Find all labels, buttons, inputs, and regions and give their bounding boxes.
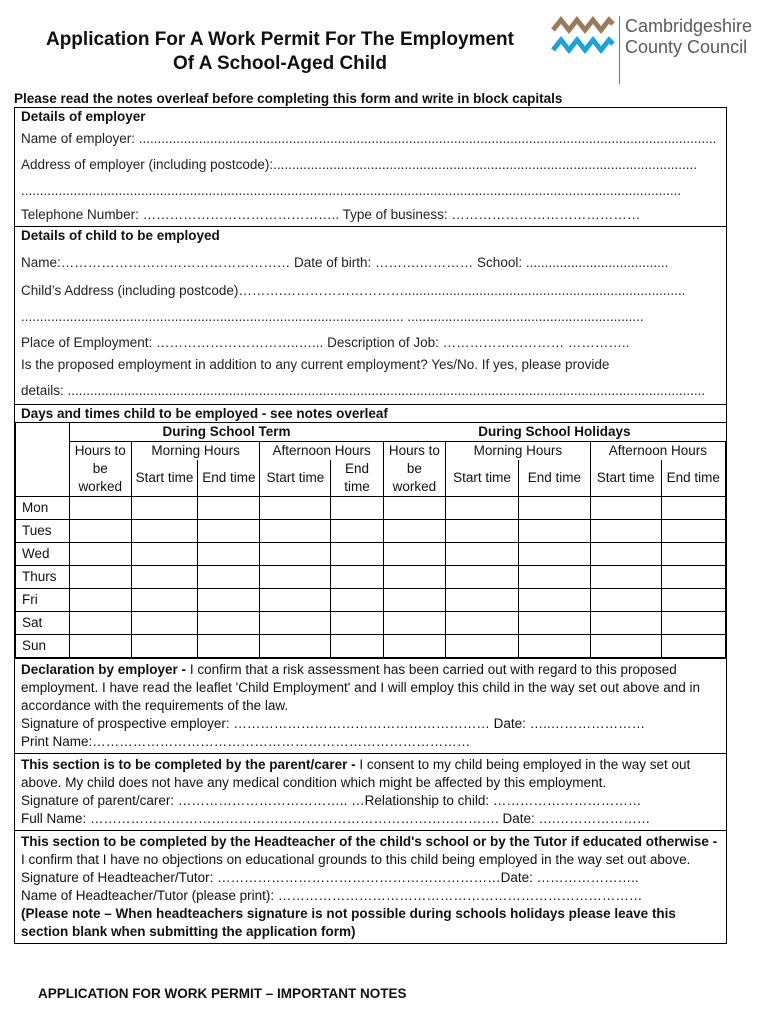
holiday-heading: During School Holidays <box>478 424 631 439</box>
hours-table <box>15 422 726 658</box>
parent-section-lead: This section is to be completed by the parent/carer - <box>21 757 360 772</box>
hours-cell[interactable] <box>260 497 331 520</box>
headteacher-section-text: I confirm that I have no objections on educational grounds to this child being employed in the way set out above. <box>21 852 691 867</box>
hours-cell[interactable] <box>69 543 131 566</box>
hours-cell[interactable] <box>260 543 331 566</box>
hours-cell[interactable] <box>590 635 661 658</box>
hours-cell[interactable] <box>446 566 519 589</box>
hours-row <box>16 543 726 566</box>
child-heading: Details of child to be employed <box>15 226 726 244</box>
hours-cell[interactable] <box>518 612 590 635</box>
hours-cell[interactable] <box>590 612 661 635</box>
hours-row <box>16 612 726 635</box>
hours-cell[interactable] <box>383 612 445 635</box>
hours-cell[interactable] <box>198 612 260 635</box>
day-label: Wed <box>16 543 70 566</box>
term-afternoon-start-header: Start time <box>260 460 331 497</box>
employer-phone-type-field[interactable]: Telephone Number: …………………………………….. Type of business: …………………………………… <box>21 207 641 222</box>
hours-row <box>16 520 726 543</box>
hours-cell[interactable] <box>198 543 260 566</box>
hours-cell[interactable] <box>446 589 519 612</box>
headteacher-section-lead: This section to be completed by the Headteacher of the child's school or by the Tutor if educated otherwise - <box>21 834 718 849</box>
headteacher-note: (Please note – When headteachers signature is not possible during schools holidays please leave this section blank when submitting the application form) <box>21 906 676 939</box>
child-name-dob-school-field[interactable]: Name:…………………………………………… Date of birth: ……….………… School: ...................................... <box>21 255 669 270</box>
day-label: Sun <box>16 635 70 658</box>
hours-cell[interactable] <box>661 635 725 658</box>
hours-cell[interactable] <box>661 612 725 635</box>
parent-full-name-field[interactable]: Full Name: ………………………………………………………………………………. Date: ….………………… <box>21 811 651 826</box>
holiday-morning-start-header: Start time <box>446 460 519 497</box>
hours-cell[interactable] <box>331 612 384 635</box>
hours-cell[interactable] <box>383 543 445 566</box>
employer-heading: Details of employer <box>21 109 146 124</box>
parent-signature-field[interactable]: Signature of parent/carer: ……………………………….. …Relationship to child: …………………………… <box>21 793 642 808</box>
hours-row <box>16 497 726 520</box>
hours-cell[interactable] <box>131 497 197 520</box>
footer-heading: APPLICATION FOR WORK PERMIT – IMPORTANT NOTES <box>38 986 407 1001</box>
parent-section-text: I consent to my child being employed in the way set out above. My child does not have any medical condition which might be affected by this employment. <box>21 757 691 790</box>
term-hours-header: Hours to be worked <box>69 442 131 497</box>
day-label: Tues <box>16 520 70 543</box>
term-heading: During School Term <box>162 424 291 439</box>
child-address-line2-field[interactable]: ...................................................................................................... ............................................................... <box>21 309 644 324</box>
additional-employment-question: Is the proposed employment in addition to any current employment? Yes/No. If yes, please provide <box>21 357 610 372</box>
form-title <box>20 28 540 76</box>
hours-cell[interactable] <box>518 497 590 520</box>
council-name <box>625 16 752 58</box>
application-form <box>14 107 727 944</box>
hours-cell[interactable] <box>331 635 384 658</box>
headteacher-signature-field[interactable]: Signature of Headteacher/Tutor: ………………………………………………………Date: ………………….. <box>21 870 639 885</box>
hours-cell[interactable] <box>518 543 590 566</box>
parent-section <box>15 753 726 830</box>
hours-cell[interactable] <box>590 543 661 566</box>
hours-cell[interactable] <box>661 589 725 612</box>
day-label: Sat <box>16 612 70 635</box>
hours-cell[interactable] <box>131 612 197 635</box>
hours-cell[interactable] <box>518 566 590 589</box>
hours-cell[interactable] <box>383 589 445 612</box>
hours-cell[interactable] <box>331 589 384 612</box>
headteacher-section <box>15 830 726 943</box>
holiday-hours-header: Hours to be worked <box>383 442 445 497</box>
additional-details-field[interactable]: details: .......................................................................................................................................................................... <box>21 383 706 398</box>
hours-cell[interactable] <box>69 520 131 543</box>
hours-cell[interactable] <box>69 635 131 658</box>
day-label: Thurs <box>16 566 70 589</box>
hours-cell[interactable] <box>260 612 331 635</box>
hours-cell[interactable] <box>446 635 519 658</box>
hours-cell[interactable] <box>446 497 519 520</box>
hours-cell[interactable] <box>131 635 197 658</box>
council-logo <box>551 14 751 86</box>
instructions: Please read the notes overleaf before completing this form and write in block capitals <box>14 91 563 106</box>
hours-cell[interactable] <box>198 566 260 589</box>
hours-cell[interactable] <box>590 497 661 520</box>
hours-cell[interactable] <box>446 612 519 635</box>
hours-cell[interactable] <box>260 589 331 612</box>
hours-cell[interactable] <box>590 589 661 612</box>
employer-declaration-lead: Declaration by employer - <box>21 662 190 677</box>
hours-cell[interactable] <box>69 589 131 612</box>
employer-print-name-field[interactable]: Print Name:………………………………………………………………………… <box>21 734 471 749</box>
logo-divider <box>619 16 620 84</box>
holiday-afternoon-header: Afternoon Hours <box>590 442 725 461</box>
hours-cell[interactable] <box>69 497 131 520</box>
employer-address-field[interactable]: Address of employer (including postcode):................................................................................................................. <box>21 157 697 172</box>
hours-cell[interactable] <box>131 566 197 589</box>
hours-cell[interactable] <box>661 497 725 520</box>
hours-cell[interactable] <box>661 566 725 589</box>
holiday-morning-end-header: End time <box>518 460 590 497</box>
wave-logo-icon <box>551 14 615 60</box>
child-address-field[interactable]: Child’s Address (including postcode)……….………………………........................................................................... <box>21 283 686 298</box>
hours-cell[interactable] <box>131 543 197 566</box>
hours-cell[interactable] <box>131 520 197 543</box>
hours-cell[interactable] <box>590 566 661 589</box>
council-name-line2: County Council <box>625 37 748 57</box>
hours-cell[interactable] <box>383 635 445 658</box>
headteacher-name-field[interactable]: Name of Headteacher/Tutor (please print): ……………………………………………………………………… <box>21 888 643 903</box>
holiday-afternoon-end-header: End time <box>661 460 725 497</box>
hours-cell[interactable] <box>198 635 260 658</box>
hours-cell[interactable] <box>131 589 197 612</box>
hours-cell[interactable] <box>383 497 445 520</box>
council-name-line1: Cambridgeshire <box>625 16 753 36</box>
holiday-morning-header: Morning Hours <box>446 442 591 461</box>
hours-cell[interactable] <box>69 566 131 589</box>
hours-cell[interactable] <box>331 497 384 520</box>
hours-cell[interactable] <box>260 635 331 658</box>
term-morning-start-header: Start time <box>131 460 197 497</box>
hours-cell[interactable] <box>661 543 725 566</box>
hours-cell[interactable] <box>446 543 519 566</box>
holiday-afternoon-start-header: Start time <box>590 460 661 497</box>
day-label: Mon <box>16 497 70 520</box>
hours-row <box>16 635 726 658</box>
hours-row <box>16 589 726 612</box>
hours-cell[interactable] <box>198 589 260 612</box>
employer-signature-field[interactable]: Signature of prospective employer: ………………………………………………… Date: …..………………… <box>21 716 646 731</box>
hours-cell[interactable] <box>383 566 445 589</box>
employer-declaration-text: I confirm that a risk assessment has been carried out with regard to this proposed employment. I have read the leaflet 'Child Employment' and I will employ this child in the way set out above and in accordance with the requirements of the law. <box>21 662 701 713</box>
hours-cell[interactable] <box>198 520 260 543</box>
hours-cell[interactable] <box>518 589 590 612</box>
hours-cell[interactable] <box>446 520 519 543</box>
hours-cell[interactable] <box>590 520 661 543</box>
form-title-line1: Application For A Work Permit For The Employment <box>45 29 514 50</box>
place-job-field[interactable]: Place of Employment: …………………………..…... Description of Job: ……………………… ………….. <box>21 335 630 350</box>
hours-cell[interactable] <box>198 497 260 520</box>
hours-row <box>16 566 726 589</box>
hours-cell[interactable] <box>518 520 590 543</box>
hours-cell[interactable] <box>260 566 331 589</box>
hours-cell[interactable] <box>69 612 131 635</box>
day-label: Fri <box>16 589 70 612</box>
employer-name-field[interactable]: Name of employer: .......................................................................................................................................................... <box>21 131 717 146</box>
employer-address-line2-field[interactable]: ................................................................................................................................................................................ <box>21 183 682 198</box>
hours-cell[interactable] <box>661 520 725 543</box>
employer-declaration <box>15 658 726 753</box>
hours-cell[interactable] <box>331 543 384 566</box>
hours-cell[interactable] <box>518 635 590 658</box>
hours-cell[interactable] <box>260 520 331 543</box>
term-afternoon-end-header: End time <box>331 460 384 497</box>
term-morning-end-header: End time <box>198 460 260 497</box>
hours-heading: Days and times child to be employed - see notes overleaf <box>15 404 726 422</box>
hours-cell[interactable] <box>331 520 384 543</box>
hours-cell[interactable] <box>383 520 445 543</box>
term-morning-header: Morning Hours <box>131 442 260 461</box>
form-title-line2: Of A School-Aged Child <box>173 53 387 74</box>
term-afternoon-header: Afternoon Hours <box>260 442 383 461</box>
hours-cell[interactable] <box>331 566 384 589</box>
